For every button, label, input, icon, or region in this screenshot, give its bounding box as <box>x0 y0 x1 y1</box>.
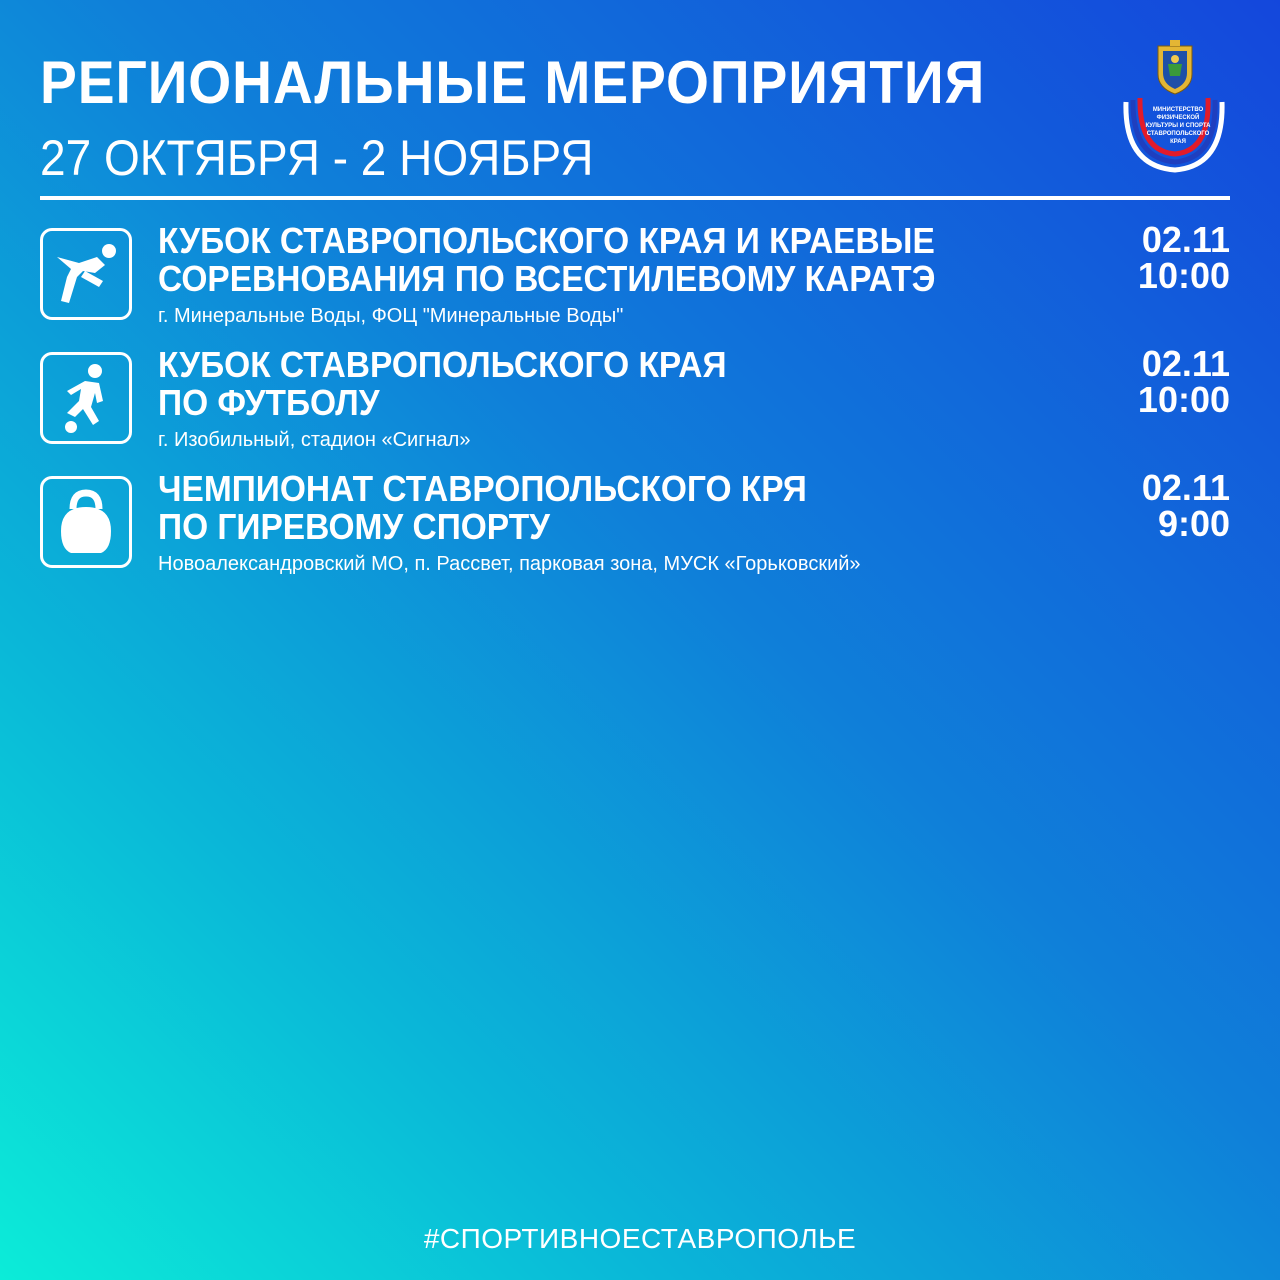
page-title: РЕГИОНАЛЬНЫЕ МЕРОПРИЯТИЯ <box>40 49 986 116</box>
event-item <box>40 219 1230 328</box>
event-datetime <box>1141 467 1230 544</box>
date-range: 27 ОКТЯБРЯ - 2 НОЯБРЯ <box>40 130 594 186</box>
football-icon <box>49 361 123 435</box>
event-date: 02.11 <box>1141 343 1230 384</box>
kettlebell-icon <box>49 485 123 559</box>
event-date: 02.11 <box>1141 467 1230 508</box>
event-item <box>40 343 1230 452</box>
event-time: 10:00 <box>1137 255 1230 296</box>
event-date: 02.11 <box>1141 219 1230 260</box>
event-title: КУБОК СТАВРОПОЛЬСКОГО КРАЯ ПО ФУТБОЛУ <box>158 344 727 423</box>
event-item <box>40 467 1230 576</box>
karate-icon <box>49 237 123 311</box>
event-icon-frame <box>40 228 132 320</box>
event-time: 9:00 <box>1157 503 1230 544</box>
hashtag: #СПОРТИВНОЕСТАВРОПОЛЬЕ <box>423 1223 857 1254</box>
ministry-name: МИНИСТЕРСТВО ФИЗИЧЕСКОЙ КУЛЬТУРЫ И СПОРТА СТАВРОПОЛЬСКОГО КРАЯ <box>1145 107 1211 145</box>
event-icon-frame <box>40 352 132 444</box>
event-datetime <box>1137 343 1230 420</box>
event-title: КУБОК СТАВРОПОЛЬСКОГО КРАЯ И КРАЕВЫЕ СОРЕВНОВАНИЯ ПО ВСЕСТИЛЕВОМУ КАРАТЭ <box>158 220 936 299</box>
event-venue: г. Изобильный, стадион «Сигнал» <box>158 429 471 451</box>
event-time: 10:00 <box>1137 379 1230 420</box>
event-datetime <box>1137 219 1230 296</box>
header-divider <box>40 196 1230 200</box>
coat-of-arms-icon <box>1154 40 1196 96</box>
event-icon-frame <box>40 476 132 568</box>
event-title: ЧЕМПИОНАТ СТАВРОПОЛЬСКОГО КРЯ ПО ГИРЕВОМУ СПОРТУ <box>158 468 807 547</box>
event-venue: г. Минеральные Воды, ФОЦ "Минеральные Воды" <box>158 305 624 327</box>
ministry-logo <box>1120 40 1230 178</box>
event-venue: Новоалександровский МО, п. Рассвет, парковая зона, МУСК «Горьковский» <box>158 553 861 575</box>
